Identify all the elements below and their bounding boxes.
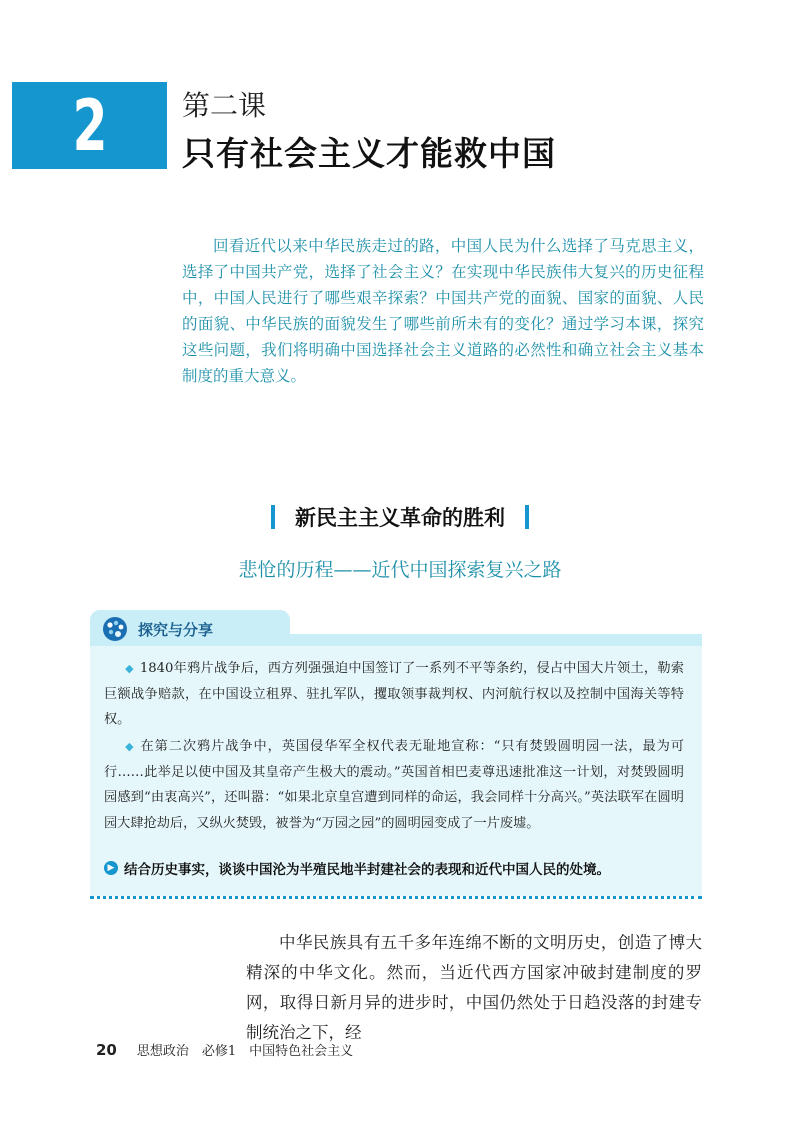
page-number: 20 [96,1041,117,1059]
explore-paragraph: ◆ 1840年鸦片战争后，西方列强强迫中国签订了一系列不平等条约，侵占中国大片领土，勒索巨额战争赔款，在中国设立租界、驻扎军队，攫取领事裁判权、内河航行权以及控制中国海关等特权。 [104,661,684,727]
lesson-intro: 回看近代以来中华民族走过的路，中国人民为什么选择了马克思主义，选择了中国共产党，选择了社会主义？在实现中华民族伟大复兴的历史征程中，中国人民进行了哪些艰辛探索？中国共产党的面貌、国家的面貌、人民的面貌、中华民族的面貌发生了哪些前所未有的变化？通过学习本课，探究这些问题，我们将明确中国选择社会主义道路的必然性和确立社会主义基本制度的重大意义。 [182,237,704,385]
heading-bar-left [271,505,275,529]
lesson-label: 第二课 [182,89,267,122]
explore-share-box [90,610,702,900]
page-footer [96,1040,353,1059]
explore-body [90,646,702,896]
lesson-title: 只有社会主义才能救中国 [182,134,556,173]
explore-question-text: 结合历史事实，谈谈中国沦为半殖民地半封建社会的表现和近代中国人民的处境。 [124,862,610,878]
chapter-number: 2 [72,84,107,167]
body-paragraph: 中华民族具有五千多年连绵不断的文明历史，创造了博大精深的中华文化。然而，当近代西方国家冲破封建制度的罗网，取得日新月异的进步时，中国仍然处于日趋没落的封建专制统治之下，经 [246,933,702,1042]
explore-title: 探究与分享 [138,621,214,639]
section-heading [250,502,550,532]
diamond-bullet-icon: ◆ [125,740,135,753]
palette-icon [102,616,128,642]
book-title: 思想政治 必修1 中国特色社会主义 [136,1044,354,1059]
chapter-number-badge [12,82,167,169]
play-arrow-icon: ▶ [104,861,118,875]
explore-paragraph: ◆ 在第二次鸦片战争中，英国侵华军全权代表无耻地宣称：“只有焚毁圆明园一法，最为可行……此举足以使中国及其皇帝产生极大的震动。”英国首相巴麦尊迅速批准这一计划，对焚毁圆明园感到“由衷高兴”，还叫嚣：“如果北京皇宫遭到同样的命运，我会同样十分高兴。”英法联军在圆明园大肆抢劫后，又纵火焚毁，被誉为“万园之园”的圆明园变成了一片废墟。 [104,739,684,831]
explore-tab [90,610,290,646]
section-subheading: 悲怆的历程——近代中国探索复兴之路 [238,559,562,581]
dotted-divider [90,896,702,899]
section-heading-text: 新民主主义革命的胜利 [295,506,505,530]
diamond-bullet-icon: ◆ [125,662,134,675]
explore-question [104,858,694,878]
heading-bar-right [525,505,529,529]
